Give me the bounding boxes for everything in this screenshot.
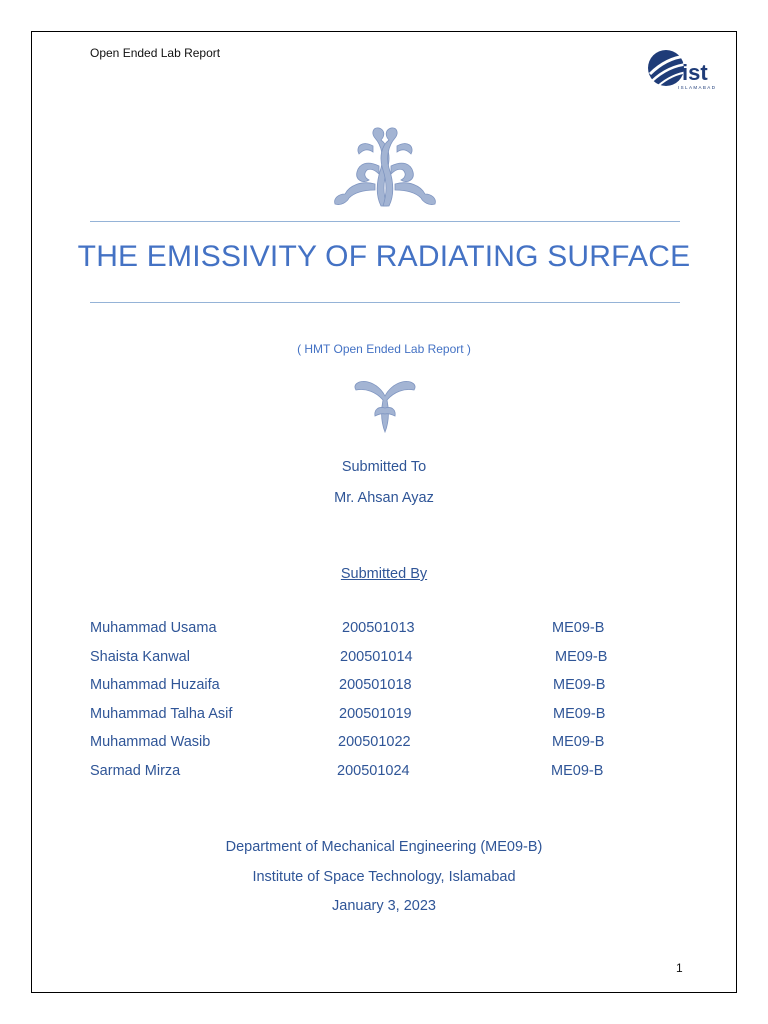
member-id: 200501019 [339,706,412,722]
logo-subtext: ISLAMABAD [678,85,717,90]
member-name: Muhammad Usama [90,620,217,636]
member-id: 200501024 [337,763,410,779]
member-section: ME09-B [553,706,606,722]
member-name: Muhammad Huzaifa [90,677,220,693]
member-name: Sarmad Mirza [90,763,181,779]
member-section: ME09-B [555,649,608,665]
logo-text: ist [682,60,708,85]
institute-line: Institute of Space Technology, Islamabad [252,869,516,885]
ornament-top-icon [315,124,455,210]
member-id: 200501022 [338,734,411,750]
member-section: ME09-B [553,677,606,693]
running-header: Open Ended Lab Report [90,46,221,60]
title-rule-top [90,221,680,222]
report-date: January 3, 2023 [332,898,436,914]
member-id: 200501018 [339,677,412,693]
report-subtitle: ( HMT Open Ended Lab Report ) [297,342,471,356]
page-number: 1 [676,961,683,975]
supervisor-name: Mr. Ahsan Ayaz [334,490,434,506]
report-title: THE EMISSIVITY OF RADIATING SURFACE [77,240,691,273]
member-section: ME09-B [552,734,605,750]
member-name: Muhammad Wasib [90,734,211,750]
submitted-by-label: Submitted By [340,566,428,582]
submitted-by-heading [32,566,736,582]
department-line: Department of Mechanical Engineering (ME09-B) [225,839,543,855]
member-name: Muhammad Talha Asif [90,706,233,722]
member-id: 200501014 [340,649,413,665]
title-rule-bottom [90,302,680,303]
member-section: ME09-B [552,620,605,636]
member-id: 200501013 [342,620,415,636]
member-name: Shaista Kanwal [90,649,190,665]
submitted-to-label: Submitted To [341,459,427,475]
report-page [31,31,737,993]
ist-logo-icon [644,44,724,92]
ornament-middle-icon [348,378,422,436]
member-section: ME09-B [551,763,604,779]
